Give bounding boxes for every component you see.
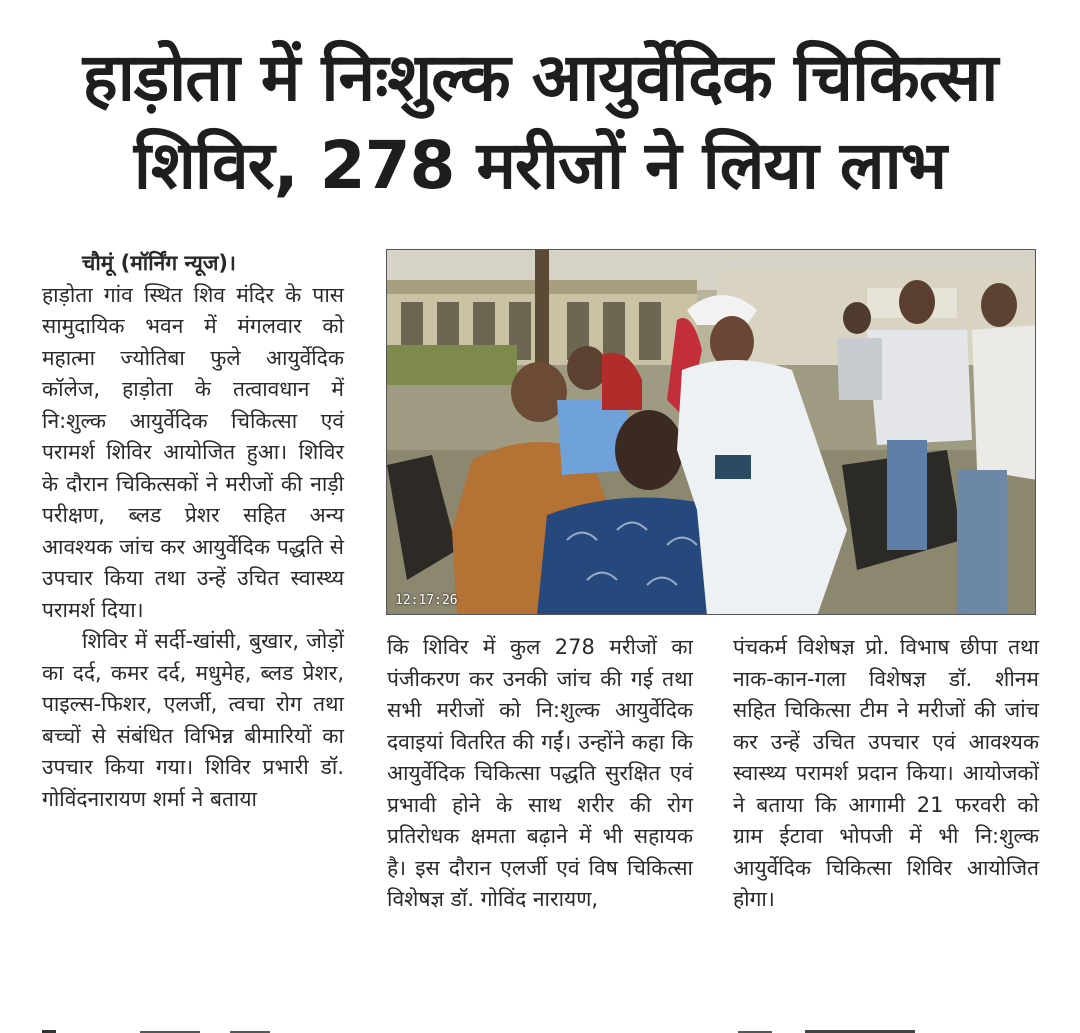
column-left-paragraph-1: हाड़ोता गांव स्थित शिव मंदिर के पास सामुदायिक भवन में मंगलवार को महात्मा ज्योतिबा फुले आयुर्वेदिक कॉलेज, हाड़ोता के तत्वावधान में नि:शुल्क आयुर्वेदिक चिकित्सा एवं परामर्श शिविर आयोजित हुआ। शिविर के दौरान चिकित्सकों ने मरीजों की नाड़ी परीक्षण, ब्लड प्रेशर सहित अन्य आवश्यक जांच कर आयुर्वेदिक पद्धति से उपचार किया तथा उन्हें उचित स्वास्थ्य परामर्श दिया। [42, 282, 344, 622]
article-column-left [42, 248, 344, 815]
photo-illustration [387, 250, 1036, 615]
cut-off-text-fragments [0, 1026, 1080, 1033]
column-left-paragraph-2: शिविर में सर्दी-खांसी, बुखार, जोड़ों का दर्द, कमर दर्द, मधुमेह, ब्लड प्रेशर, पाइल्स-फिशर, एलर्जी, त्वचा रोग तथा बच्चों से संबंधित विभिन्न बीमारियों का उपचार किया गया। शिविर प्रभारी डॉ. गोविंदनारायण शर्मा ने बताया [42, 629, 344, 811]
news-photo [386, 249, 1036, 615]
article-column-right [733, 632, 1039, 916]
headline-line-1: हाड़ोता में निःशुल्क आयुर्वेदिक चिकित्सा [82, 39, 998, 116]
dateline: चौमूं (मॉर्निंग न्यूज)। [82, 251, 236, 275]
headline [10, 34, 1070, 210]
headline-line-2: शिविर, 278 मरीजों ने लिया लाभ [133, 127, 947, 204]
article-column-middle [387, 632, 693, 916]
next-article-cutoff [0, 1022, 1080, 1033]
column-middle-paragraph: कि शिविर में कुल 278 मरीजों का पंजीकरण कर उनकी जांच की गई तथा सभी मरीजों को नि:शुल्क आयुर्वेदिक दवाइयां वितरित की गईं। उन्होंने कहा कि आयुर्वेदिक चिकित्सा पद्धति सुरक्षित एवं प्रभावी होने के साथ शरीर की रोग प्रतिरोधक क्षमता बढ़ाने में भी सहायक है। इस दौरान एलर्जी एवं विष चिकित्सा विशेषज्ञ डॉ. गोविंद नारायण, [387, 635, 693, 911]
column-right-paragraph: पंचकर्म विशेषज्ञ प्रो. विभाष छीपा तथा नाक-कान-गला विशेषज्ञ डॉ. शीनम सहित चिकित्सा टीम ने मरीजों की जांच कर उन्हें उचित उपचार एवं आवश्यक स्वास्थ्य परामर्श प्रदान किया। आयोजकों ने बताया कि आगामी 21 फरवरी को ग्राम ईटावा भोपजी में भी नि:शुल्क आयुर्वेदिक चिकित्सा शिविर आयोजित होगा। [733, 635, 1039, 911]
photo-timestamp: 12:17:26 [395, 593, 458, 608]
